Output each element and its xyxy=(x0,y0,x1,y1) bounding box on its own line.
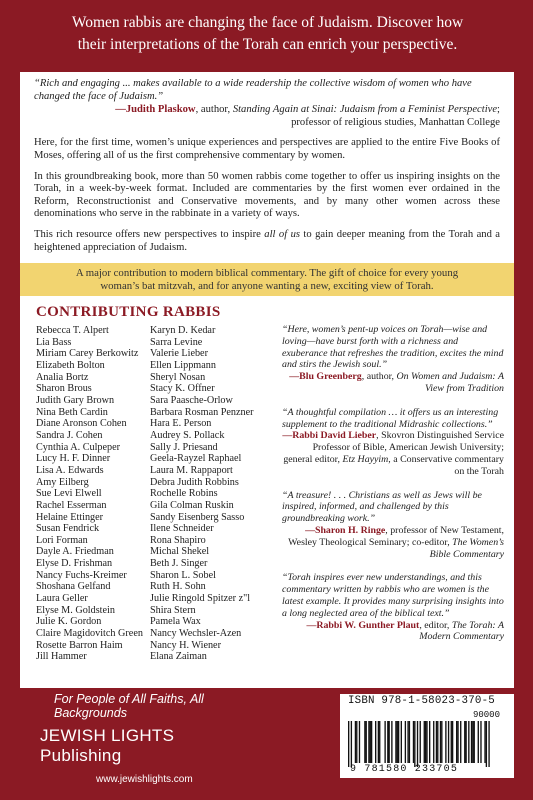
contributors-column-2 xyxy=(150,325,254,663)
contributor-name: Audrey S. Pollack xyxy=(150,429,225,441)
review-item xyxy=(282,490,504,561)
banner-line-1: A major contribution to modern biblical commentary. The gift of choice for every young xyxy=(75,267,459,279)
barcode-box xyxy=(340,694,514,778)
contributor-name: Sarra Levine xyxy=(150,336,203,348)
review-author: —Rabbi W. Gunther Plaut xyxy=(306,619,420,631)
review-book: The Women’s Bible Commentary xyxy=(429,536,504,560)
barcode-bar xyxy=(395,721,396,763)
contributor-name: Ruth H. Sohn xyxy=(150,581,206,593)
barcode-bar xyxy=(348,721,349,767)
contributor-name: Nina Beth Cardin xyxy=(36,406,108,418)
barcode-bar xyxy=(486,721,487,767)
contributors-column-1 xyxy=(36,325,143,663)
barcode-bar xyxy=(436,721,437,763)
contributor-name: Susan Fendrick xyxy=(36,523,100,535)
barcode-bar xyxy=(441,721,442,763)
barcode-bar xyxy=(471,721,472,763)
plaskow-quote: “Rich and engaging ... makes available to a wide readership the collective wisdom of women who have changed the face of Judaism.” xyxy=(34,78,472,102)
contributor-name: Nancy Wechsler-Azen xyxy=(150,628,242,640)
barcode-bar xyxy=(368,721,369,763)
review-attribution: —Rabbi W. Gunther Plaut, editor, The Torah: A Modern Commentary xyxy=(306,619,504,643)
review-quote: “Torah inspires ever new understandings, and this commentary written by rabbis who are women is the latest example. It provides many surprising insights into a long neglected area of the biblical text.” xyxy=(282,572,504,619)
contributor-name: Julie Ringold Spitzer z"l xyxy=(150,593,251,605)
review-quote: “A thoughtful compilation … it offers us an interesting supplement to the traditional Midrashic collections.” xyxy=(282,406,499,430)
contributor-name: Gila Colman Ruskin xyxy=(150,499,234,511)
contributor-name: Geela-Rayzel Raphael xyxy=(150,453,242,465)
contributor-name: Stacy K. Offner xyxy=(150,383,215,395)
publisher-name: JEWISH LIGHTS Publishing xyxy=(40,726,175,765)
contributor-name: Sara Paasche-Orlow xyxy=(150,394,233,406)
barcode-bar xyxy=(359,721,360,763)
review-attribution: —Blu Greenberg, author, On Women and Judaism: A View from Tradition xyxy=(289,371,504,394)
plaskow-name: —Judith Plaskow xyxy=(115,104,196,116)
contributor-name: Elyse M. Goldstein xyxy=(36,604,115,616)
barcode-bar xyxy=(379,721,380,763)
barcode-bar xyxy=(445,721,446,763)
contributor-name: Helaine Ettinger xyxy=(36,511,104,523)
barcode-bar xyxy=(468,721,469,763)
contributor-name: Rebecca T. Alpert xyxy=(36,325,109,336)
overview-paragraph: In this groundbreaking book, more than 50 women rabbis come together to offer us inspiring insights on the Torah, in a week-by-week format. Included are commentaries by the first women ever ordained in the Reform, Reconstructionist and Conservative movements, and by many other women across these denominations who serve in the rabbinate in a variety of ways. xyxy=(34,170,500,220)
contributor-name: Rochelle Robins xyxy=(150,488,218,500)
contributor-name: Jill Hammer xyxy=(36,651,87,663)
barcode-bar xyxy=(391,721,392,763)
contributor-name: Rona Shapiro xyxy=(150,534,206,546)
contributor-name: Karyn D. Kedar xyxy=(150,325,216,336)
headline-line-1: Women rabbis are changing the face of Judaism. Discover how xyxy=(71,14,464,31)
contributor-name: Nancy Fuchs-Kreimer xyxy=(36,569,127,581)
headline-line-2: their interpretations of the Torah can enrich your perspective. xyxy=(77,36,458,53)
barcode-image xyxy=(348,709,506,767)
barcode-bar xyxy=(457,721,458,763)
contributor-name: Barbara Rosman Penzner xyxy=(150,406,254,418)
review-author: —Sharon H. Ringe xyxy=(305,524,386,536)
price-code: 90000 xyxy=(472,710,500,720)
contributor-name: Judith Gary Brown xyxy=(36,394,115,406)
barcode-number: 9 781580 233705 xyxy=(350,764,459,775)
review-book: The Torah: A Modern Commentary xyxy=(419,619,504,643)
resource-paragraph: This rich resource offers new perspectives to inspire all of us to gain deeper meaning from the Torah and a heightened appreciation of Judaism. xyxy=(34,228,501,253)
contributor-name: Pamela Wax xyxy=(150,616,201,628)
contributor-name: Claire Magidovitch Green xyxy=(36,628,143,640)
contributor-name: Hara E. Person xyxy=(150,418,212,430)
contributor-name: Laura M. Rappaport xyxy=(150,464,233,476)
barcode-bar xyxy=(371,721,372,763)
contributor-name: Dayle A. Friedman xyxy=(36,546,114,558)
contributor-name: Nancy H. Wiener xyxy=(150,639,221,651)
barcode-bar xyxy=(398,721,399,763)
contributor-name: Sally J. Priesand xyxy=(150,441,218,453)
contributor-name: Elyse D. Frishman xyxy=(36,558,113,570)
barcode-bar xyxy=(384,721,385,763)
barcode-bar xyxy=(409,721,410,763)
barcode-bar xyxy=(378,721,379,763)
review-attribution: —Sharon H. Ringe, professor of New Testament, Wesley Theological Seminary; co-editor, The Women’s Bible Commentary xyxy=(288,524,504,560)
contributor-name: Amy Eilberg xyxy=(36,476,89,488)
barcode-bar xyxy=(433,721,434,763)
contributor-name: Analia Bortz xyxy=(36,371,89,383)
plaskow-attribution: —Judith Plaskow, author, Standing Again at Sinai: Judaism from a Feminist Perspective; professor of religious studies, Manhattan College xyxy=(115,104,500,128)
plaskow-title: professor of religious studies, Manhattan College xyxy=(291,116,500,128)
contributor-name: Sharon Brous xyxy=(36,383,92,395)
barcode-bar xyxy=(474,721,475,763)
barcode-bar xyxy=(426,721,427,763)
contributor-name: Sheryl Nosan xyxy=(150,371,206,383)
intro-paragraph: Here, for the first time, women’s unique experiences and perspectives are applied to the entire Five Books of Moses, offering all of us the first comprehensive commentary by women. xyxy=(34,137,500,161)
barcode-bar xyxy=(440,721,441,763)
barcode-bar xyxy=(425,721,426,763)
contributor-name: Ilene Schneider xyxy=(150,523,214,535)
barcode-bar xyxy=(370,721,371,763)
contributor-name: Shira Stern xyxy=(150,604,196,616)
barcode-bar xyxy=(356,721,357,763)
barcode-bar xyxy=(414,721,415,767)
barcode-bar xyxy=(480,721,481,763)
barcode-bar xyxy=(413,721,414,763)
review-item xyxy=(282,407,504,478)
barcode-bar xyxy=(429,721,430,763)
publisher-block xyxy=(40,692,250,785)
review-attribution: —Rabbi David Lieber, Skovron Distinguished Service Professor of Bible, American Jewish University; general editor, Etz Hayyim, a Conservative commentary on the Torah xyxy=(282,430,504,477)
review-quote: “A treasure! . . . Christians as well as Jews will be inspired, informed, and challenged by this groundbreaking work.” xyxy=(282,489,482,525)
barcode-bar xyxy=(452,721,453,763)
barcode-bar xyxy=(407,721,408,763)
barcode-bar xyxy=(417,721,418,767)
contributor-name: Laura Geller xyxy=(36,593,88,605)
barcode-bar xyxy=(364,721,365,763)
contributor-name: Sandra J. Cohen xyxy=(36,429,103,441)
contributor-name: Valerie Lieber xyxy=(150,348,208,360)
barcode-bar xyxy=(451,721,452,763)
tagline: For People of All Faiths, All Backgrounds xyxy=(54,692,204,720)
contributors-panel xyxy=(20,296,514,688)
barcode-bar xyxy=(484,721,485,763)
barcode-bar xyxy=(472,721,473,763)
contributor-name: Sharon L. Sobel xyxy=(150,569,216,581)
barcode-bar xyxy=(397,721,398,763)
barcode-bar xyxy=(478,721,479,763)
contributor-name: Rosette Barron Haim xyxy=(36,639,123,651)
barcode-bar xyxy=(424,721,425,763)
contributor-name: Sue Levi Elwell xyxy=(36,488,102,500)
barcode-bar xyxy=(355,721,356,763)
highlight-banner xyxy=(20,263,514,296)
barcode-bar xyxy=(437,721,438,763)
barcode-bar xyxy=(465,721,466,763)
contributor-name: Lori Forman xyxy=(36,534,88,546)
contributor-name: Miriam Carey Berkowitz xyxy=(36,348,139,360)
contributors-heading: CONTRIBUTING RABBIS xyxy=(36,304,221,320)
review-item xyxy=(282,324,504,395)
plaskow-book: Standing Again at Sinai: Judaism from a Feminist Perspective xyxy=(232,104,498,116)
barcode-bar xyxy=(464,721,465,763)
barcode-bar xyxy=(460,721,461,763)
contributor-name: Debra Judith Robbins xyxy=(150,476,239,488)
contributor-name: Elizabeth Bolton xyxy=(36,359,105,371)
barcode-bar xyxy=(456,721,457,763)
barcode-bar xyxy=(401,721,402,763)
contributor-name: Ellen Lippmann xyxy=(150,359,216,371)
contributor-name: Beth J. Singer xyxy=(150,558,208,570)
review-author: —Rabbi David Lieber xyxy=(282,430,377,442)
cover-headline xyxy=(20,12,515,56)
contributor-name: Sandy Eisenberg Sasso xyxy=(150,511,245,523)
contributor-name: Michal Shekel xyxy=(150,546,210,558)
review-item xyxy=(282,572,504,643)
review-book: On Women and Judaism: A View from Tradition xyxy=(396,371,504,394)
barcode-bar xyxy=(420,721,421,763)
barcode-bar xyxy=(488,721,489,767)
barcode-bar xyxy=(448,721,449,763)
contributor-name: Diane Aronson Cohen xyxy=(36,418,127,430)
review-quote: “Here, women’s pent-up voices on Torah—wise and loving—have burst forth with a richness and exuberance that refreshes the tradition, excites the mind and stirs the Jewish soul.” xyxy=(282,324,504,371)
publisher-url: www.jewishlights.com xyxy=(96,774,193,785)
contributor-name: Julie K. Gordon xyxy=(36,616,102,628)
review-author: —Blu Greenberg xyxy=(289,371,362,383)
isbn-label: ISBN 978-1-58023-370-5 xyxy=(348,695,495,707)
banner-line-2: woman’s bat mitzvah, and for anyone wanting a new, exciting view of Torah. xyxy=(100,280,434,292)
review-quotes xyxy=(282,324,504,655)
contributor-name: Lucy H. F. Dinner xyxy=(36,453,111,465)
barcode-bar xyxy=(375,721,376,763)
barcode-bar xyxy=(387,721,388,763)
contributor-name: Shoshana Gelfand xyxy=(36,581,111,593)
contributor-name: Cynthia A. Culpeper xyxy=(36,441,121,453)
contributor-name: Elana Zaiman xyxy=(150,651,207,663)
contributor-name: Rachel Esserman xyxy=(36,499,107,511)
barcode-bar xyxy=(366,721,367,763)
contributor-name: Lia Bass xyxy=(36,336,72,348)
review-book: Etz Hayyim xyxy=(342,453,389,465)
barcode-bar xyxy=(405,721,406,763)
barcode-bar xyxy=(389,721,390,763)
barcode-bar xyxy=(351,721,352,767)
contributor-name: Lisa A. Edwards xyxy=(36,464,104,476)
